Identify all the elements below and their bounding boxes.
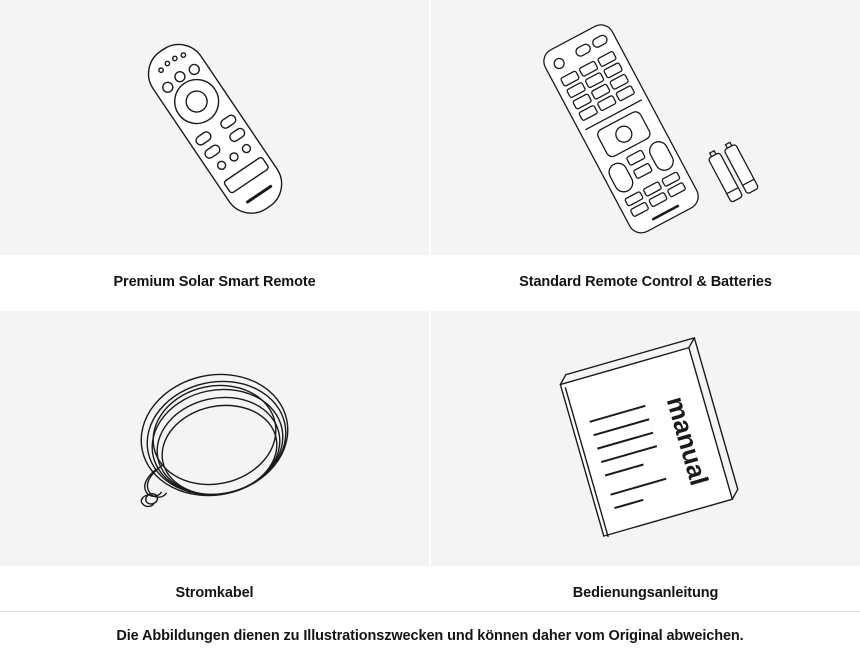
gallery-item-caption: Standard Remote Control & Batteries [431,255,860,309]
gallery-item [0,0,430,310]
gallery-item-caption: Stromkabel [0,566,429,620]
gallery-item [430,0,860,310]
gallery-item [430,310,860,620]
standard-remote-and-batteries-illustration [431,0,860,255]
gallery-item-caption: Bedienungsanleitung [431,566,860,620]
illustration-disclaimer: Die Abbildungen dienen zu Illustrationszwecken und können daher vom Original abweichen. [0,611,860,660]
manual-booklet-illustration [431,311,860,566]
gallery-item-caption: Premium Solar Smart Remote [0,255,429,309]
power-cable-coil-illustration [0,311,429,566]
manual-cover-word: manual [660,393,713,489]
solar-smart-remote-illustration [0,0,429,255]
gallery-item [0,310,430,620]
